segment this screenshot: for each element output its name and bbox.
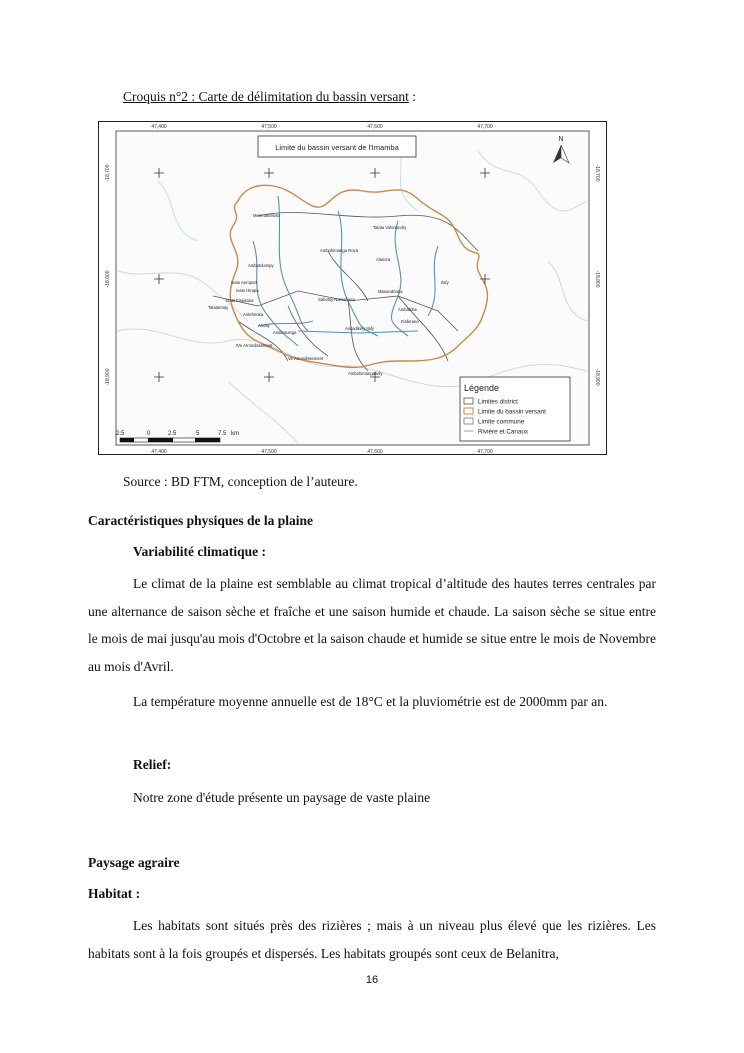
right-tick-2: -18,800 xyxy=(594,270,600,288)
section-heading-habitat: Habitat : xyxy=(88,886,141,901)
map-title: Limite du bassin versant de l'Imamba xyxy=(275,143,399,152)
place-label: Ilafy xyxy=(441,280,449,285)
place-label: Talata Volonondry xyxy=(373,225,407,230)
figure-caption-colon: : xyxy=(408,89,416,104)
place-label: Fiaferana xyxy=(401,319,419,324)
place-label: Alasora xyxy=(376,257,391,262)
top-tick-1: 47,400 xyxy=(151,124,167,130)
place-label: Ivato Hirapa xyxy=(236,288,259,293)
scale-label: km xyxy=(231,431,239,437)
bottom-tick-2: 47,500 xyxy=(261,449,277,455)
scale-label: 7.5 xyxy=(218,431,227,437)
figure-caption xyxy=(123,89,416,105)
left-tick-3: -18,900 xyxy=(105,368,111,386)
place-label: Ve Arrondissement xyxy=(288,356,324,361)
figure-caption-title: Croquis n°2 : Carte de délimitation du bassin versant xyxy=(123,89,409,104)
right-tick-1: -18,700 xyxy=(594,164,600,182)
paragraph-climate: Le climat de la plaine est semblable au climat tropical d’altitude des hautes terres centrales par une alternance de saison sèche et fraîche et une saison humide et chaude. La saison sèche se situe entre le mois de mai jusqu'au mois d'Octobre et la saison chaude et humide se situe entre le mois de Novembre au mois d'Avril. xyxy=(88,576,656,674)
place-label: Ivato Aeroport xyxy=(231,280,258,285)
place-label: Antehiroka xyxy=(243,312,264,317)
bottom-tick-3: 47,600 xyxy=(367,449,383,455)
page-number: 16 xyxy=(365,974,379,986)
place-label: Sabotsy Namehana xyxy=(318,297,355,302)
place-label: IVe Arrondissement xyxy=(236,343,273,348)
right-tick-3: -18,900 xyxy=(594,368,600,386)
figure-source: Source : BD FTM, conception de l’auteure. xyxy=(123,474,358,489)
place-label: Ambatolampy xyxy=(248,263,274,268)
place-label: Ambatobe xyxy=(398,307,418,312)
bottom-tick-1: 47,400 xyxy=(151,449,167,455)
legend-item-commune: Limite commune xyxy=(478,418,525,426)
place-label: Manandriana xyxy=(378,289,403,294)
scale-label: 0 xyxy=(147,431,151,437)
top-tick-2: 47,500 xyxy=(261,124,277,130)
section-heading-physical: Caractéristiques physiques de la plaine xyxy=(88,513,314,528)
top-tick-3: 47,600 xyxy=(367,124,383,130)
place-label: Ambohimangakely xyxy=(348,371,383,376)
map-title-box xyxy=(258,136,416,157)
bottom-tick-4: 47,700 xyxy=(477,449,493,455)
scale-label: 2.5 xyxy=(116,431,125,437)
legend-item-river: Rivière et Canaux xyxy=(478,428,529,436)
subheading-climate: Variabilité climatique : xyxy=(133,544,266,559)
place-label: Merimandroso xyxy=(253,213,280,218)
left-tick-1: -18,700 xyxy=(105,164,111,182)
scale-label: 5 xyxy=(196,431,200,437)
top-tick-4: 47,700 xyxy=(477,124,493,130)
map-legend xyxy=(460,377,570,441)
paragraph-temperature: La température moyenne annuelle est de 18°C et la pluviométrie est de 2000mm par an. xyxy=(133,694,608,709)
section-heading-agrarian: Paysage agraire xyxy=(88,855,180,870)
legend-title: Légende xyxy=(464,383,500,393)
paragraph-habitat: Les habitats sont situés près des rizières ; mais à un niveau plus élevé que les rizières. Les habitats sont à la fois groupés et dispersés. Les habitats groupés sont ceux de Belanitra, xyxy=(88,918,656,961)
left-tick-2: -18,800 xyxy=(105,270,111,288)
place-label: Ankadikely Ilafy xyxy=(345,326,375,331)
subheading-relief: Relief: xyxy=(133,757,172,772)
watershed-map xyxy=(98,121,607,455)
place-label: Talatamaty xyxy=(208,305,229,310)
place-label: Analamanga xyxy=(273,330,297,335)
place-label: Ambohimanga Rova xyxy=(320,248,358,253)
place-label: Ivato Firaisana xyxy=(226,298,254,303)
north-label: N xyxy=(558,136,564,143)
place-label: Anosy xyxy=(258,323,270,328)
legend-item-district: Limites district xyxy=(478,398,518,406)
paragraph-relief: Notre zone d'étude présente un paysage de vaste plaine xyxy=(133,790,431,805)
scale-label: 2.5 xyxy=(168,431,177,437)
legend-item-basin: Limite du bassin versant xyxy=(478,408,546,416)
